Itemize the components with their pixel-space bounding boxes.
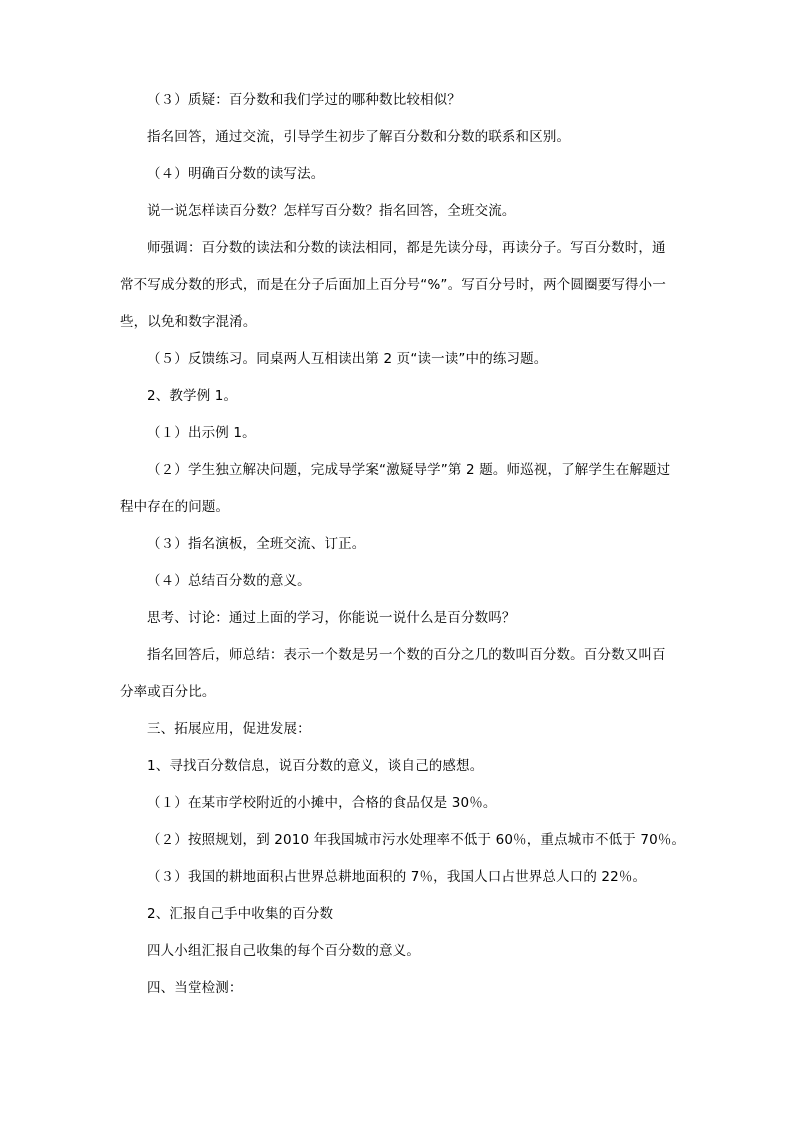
paragraph-line: 分率或百分比。 bbox=[120, 684, 216, 700]
paragraph-line: （４）明确百分数的读写法。 bbox=[147, 166, 325, 182]
paragraph-line: 四人小组汇报自己收集的每个百分数的意义。 bbox=[147, 943, 420, 959]
paragraph-line: 些，以免和数字混淆。 bbox=[120, 314, 257, 330]
paragraph-line: 1、寻找百分数信息，说百分数的意义，谈自己的感想。 bbox=[147, 758, 484, 774]
section-heading: 2、教学例 1。 bbox=[147, 388, 238, 404]
paragraph-line: 常不写成分数的形式，而是在分子后面加上百分号“%”。写百分号时，两个圆圈要写得小一 bbox=[120, 277, 666, 293]
paragraph-line: （１）出示例 1。 bbox=[147, 425, 256, 441]
paragraph-line: （５）反馈练习。同桌两人互相读出第 2 页“读一读”中的练习题。 bbox=[147, 351, 548, 367]
paragraph-line: （３）指名演板，全班交流、订正。 bbox=[147, 536, 366, 552]
document-body bbox=[120, 90, 686, 998]
paragraph-line: 思考、讨论：通过上面的学习，你能说一说什么是百分数吗？ bbox=[147, 610, 516, 626]
section-heading: 2、汇报自己手中收集的百分数 bbox=[147, 906, 334, 922]
paragraph-line: （１）在某市学校附近的小摊中，合格的食品仅是 30％。 bbox=[147, 795, 497, 811]
paragraph-line: （２）按照规划，到 2010 年我国城市污水处理率不低于 60％，重点城市不低于 70％。 bbox=[147, 832, 686, 848]
paragraph-line: 程中存在的问题。 bbox=[120, 499, 230, 515]
section-heading: 四、当堂检测： bbox=[147, 980, 243, 996]
paragraph-line: （４）总结百分数的意义。 bbox=[147, 573, 311, 589]
paragraph-line: 指名回答，通过交流，引导学生初步了解百分数和分数的联系和区别。 bbox=[147, 129, 571, 145]
paragraph-line: 指名回答后，师总结：表示一个数是另一个数的百分之几的数叫百分数。百分数又叫百 bbox=[147, 647, 666, 663]
paragraph-line: 师强调：百分数的读法和分数的读法相同，都是先读分母，再读分子。写百分数时，通 bbox=[147, 240, 666, 256]
paragraph-line: （２）学生独立解决问题，完成导学案“激疑导学”第 2 题。师巡视，了解学生在解题过 bbox=[147, 462, 671, 478]
paragraph-line: （３）我国的耕地面积占世界总耕地面积的 7％，我国人口占世界总人口的 22％。 bbox=[147, 869, 647, 885]
paragraph-line: （３）质疑：百分数和我们学过的哪种数比较相似？ bbox=[147, 92, 461, 108]
paragraph-line: 说一说怎样读百分数？怎样写百分数？指名回答，全班交流。 bbox=[147, 203, 516, 219]
section-heading: 三、拓展应用，促进发展： bbox=[147, 721, 311, 737]
